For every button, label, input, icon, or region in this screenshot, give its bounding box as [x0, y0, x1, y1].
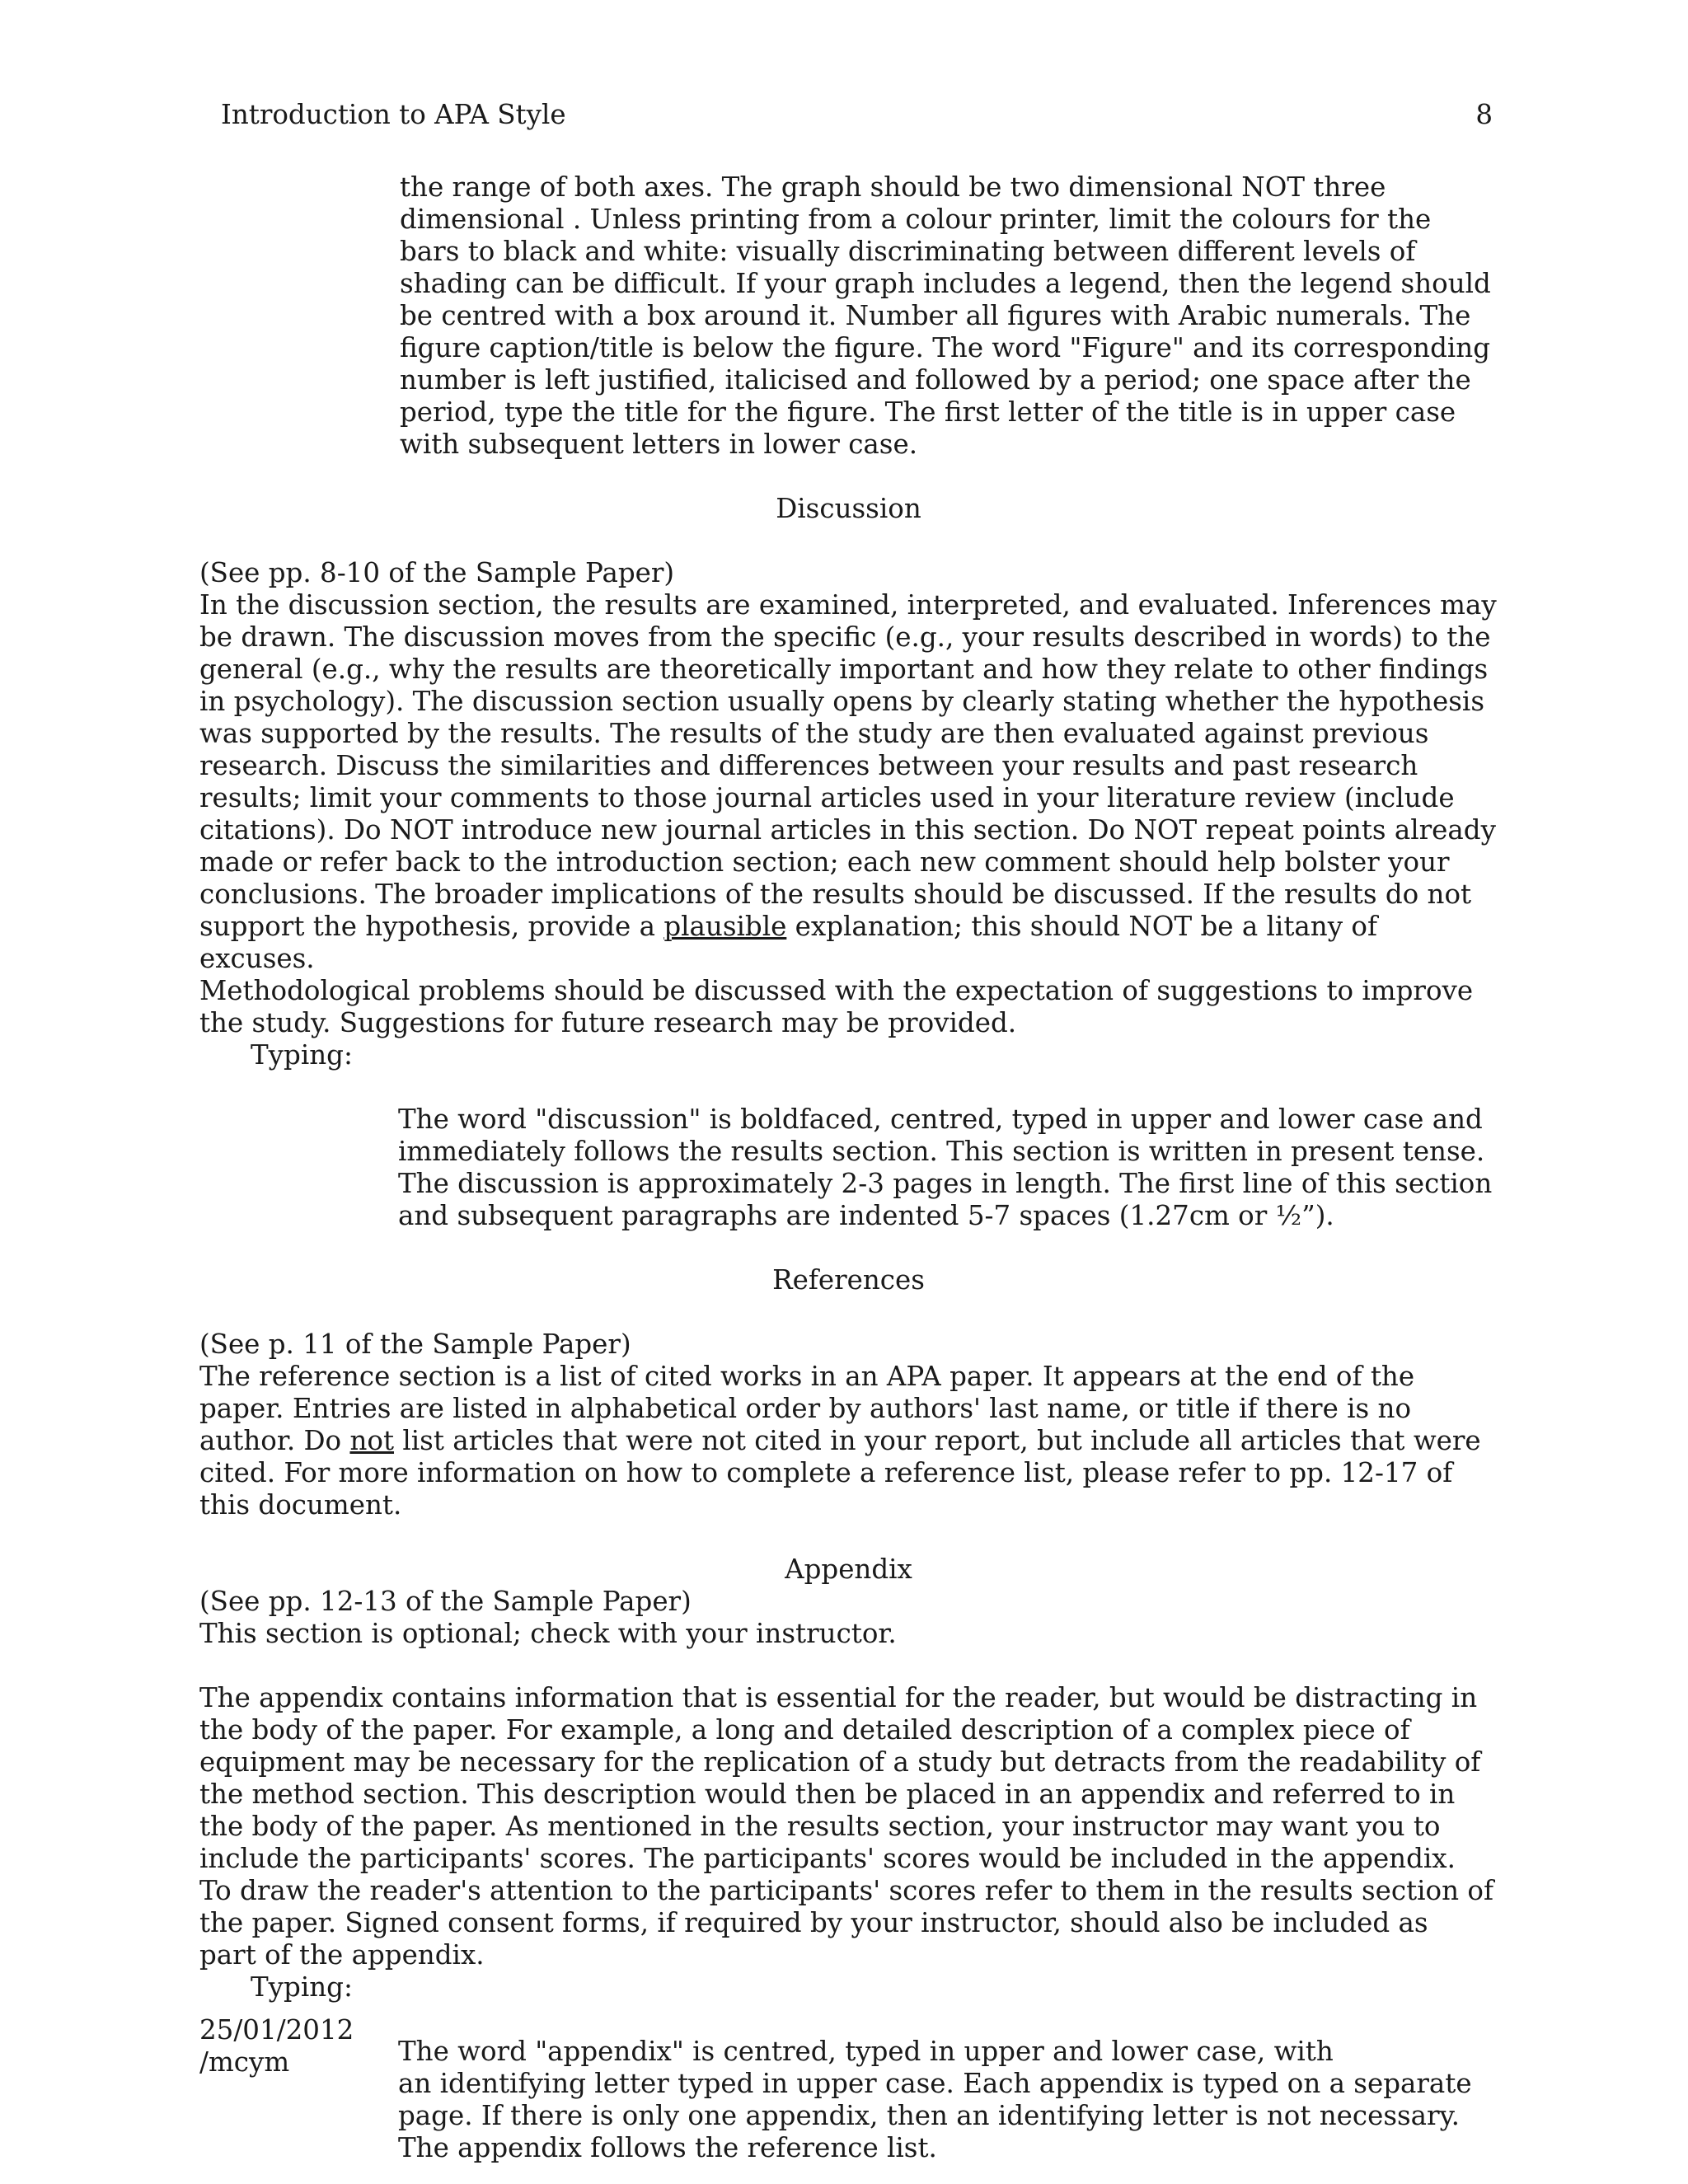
appendix-paragraph: The appendix contains information that is essential for the reader, but would be distracting in the body of the paper. For example, a long and detailed description of a complex piece of equipment may be necessary for the replication of a study but detracts from the readability of the method section. This description would then be placed in an appendix and referred to in the body of the paper. As mentioned in the results section, your instructor may want you to include the participants' scores. The participants' scores would be included in the appendix. To draw the reader's attention to the participants' scores refer to them in the results section of the paper. Signed consent forms, if required by your instructor, should also be included as part of the appendix.: [199, 1682, 1493, 1971]
appendix-optional-note: This section is optional; check with your instructor.: [199, 1618, 897, 1649]
discussion-heading: Discussion: [776, 493, 921, 524]
discussion-typing-label: Typing:: [251, 1039, 353, 1071]
running-head-title: Introduction to APA Style: [221, 99, 566, 130]
appendix-typing-label: Typing:: [251, 1971, 353, 2003]
references-text-after: list articles that were not cited in your report, but include all articles that were cited. For more information on how to complete a reference list, please refer to pp. 12-17 of this document.: [199, 1425, 1481, 1521]
discussion-paragraph: [199, 589, 1498, 1039]
discussion-text-after: explanation; this should NOT be a litany of excuses. Methodological problems should be discussed with the expectation of suggestions to improve the study. Suggestions for future research may be provided.: [199, 911, 1474, 1038]
document-body: [199, 171, 1498, 2164]
footer-date: 25/01/2012: [199, 2014, 354, 2046]
appendix-see-note: (See pp. 12-13 of the Sample Paper): [199, 1586, 692, 1617]
references-paragraph: [199, 1361, 1498, 1521]
appendix-typing-note: [199, 1971, 1498, 2164]
document-footer: [199, 2014, 354, 2079]
footer-author: /mcym: [199, 2046, 290, 2078]
discussion-typing-text: The word "discussion" is boldfaced, centred, typed in upper and lower case and immediately follows the results section. This section is written in present tense. The discussion is approximately 2-3 pages in length. The first line of this section and subsequent paragraphs are indented 5-7 spaces (1.27cm or ½”).: [398, 1104, 1493, 1231]
appendix-typing-text: The word "appendix" is centred, typed in upper and lower case, with an identifying letter typed in upper case. Each appendix is typed on a separate page. If there is only one appendix, then an identifying letter is not necessary. The appendix follows the reference list.: [398, 2036, 1472, 2163]
references-underlined-word: not: [349, 1425, 395, 1456]
discussion-underlined-word: plausible: [663, 911, 787, 942]
appendix-heading: Appendix: [785, 1554, 912, 1585]
page-number: 8: [1475, 99, 1493, 130]
figures-continuation-paragraph: the range of both axes. The graph should be two dimensional NOT three dimensional . Unless printing from a colour printer, limit the colours for the bars to black and white: visually discriminating between different levels of shading can be difficult. If your graph includes a legend, then the legend should be centred with a box around it. Number all figures with Arabic numerals. The figure caption/title is below the figure. The word "Figure" and its corresponding number is left justified, italicised and followed by a period; one space after the period, type the title for the figure. The first letter of the title is in upper case with subsequent letters in lower case.: [400, 171, 1491, 460]
discussion-see-note: (See pp. 8-10 of the Sample Paper): [199, 557, 675, 588]
discussion-typing-note: [199, 1039, 1498, 1232]
references-see-note: (See p. 11 of the Sample Paper): [199, 1329, 631, 1360]
references-text-before: The reference section is a list of cited works in an APA paper. It appears at the end of the paper. Entries are listed in alphabetical order by authors' last name, or title if there is no author. Do: [199, 1361, 1415, 1456]
discussion-text-before: In the discussion section, the results are examined, interpreted, and evaluated. Inferences may be drawn. The discussion moves from the specific (e.g., your results described in words) to the general (e.g., why the results are theoretically important and how they relate to other findings in psychology). The discussion section usually opens by clearly stating whether the hypothesis was supported by the results. The results of the study are then evaluated against previous research. Discuss the similarities and differences between your results and past research results; limit your comments to those journal articles used in your literature review (include citations). Do NOT introduce new journal articles in this section. Do NOT repeat points already made or refer back to the introduction section; each new comment should help bolster your conclusions. The broader implications of the results should be discussed. If the results do not support the hypothesis, provide a: [199, 589, 1497, 942]
running-header: [221, 99, 1493, 132]
references-heading: References: [772, 1264, 925, 1296]
